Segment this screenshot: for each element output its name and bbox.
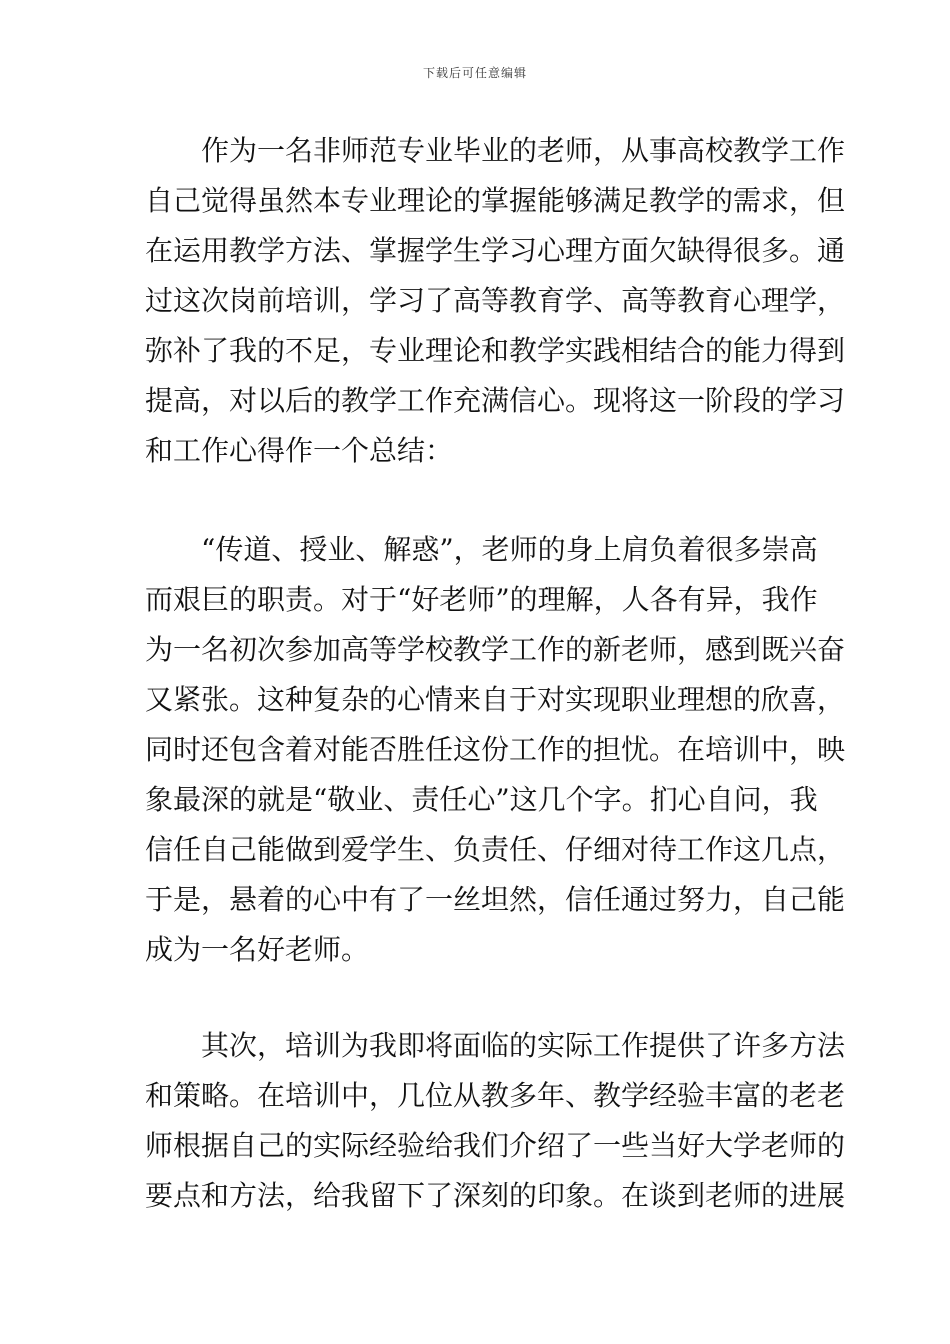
paragraph-line: 过这次岗前培训，学习了高等教育学、高等教育心理学，	[145, 284, 846, 317]
paragraph-1	[145, 126, 846, 476]
header-note: 下载后可任意编辑	[422, 66, 527, 80]
paragraph-line: 作为一名非师范专业毕业的老师，从事高校教学工作	[201, 134, 846, 167]
paragraph-line: 师根据自己的实际经验给我们介绍了一些当好大学老师的	[145, 1129, 846, 1162]
paragraph-line: 和策略。在培训中，几位从教多年、教学经验丰富的老老	[145, 1079, 846, 1112]
paragraph-line: 自己觉得虽然本专业理论的掌握能够满足教学的需求，但	[145, 184, 846, 217]
paragraph-line: 于是，悬着的心中有了一丝坦然，信任通过努力，自己能	[145, 883, 846, 916]
paragraph-line: 弥补了我的不足，专业理论和教学实践相结合的能力得到	[145, 334, 846, 367]
paragraph-3	[145, 1021, 846, 1221]
paragraph-line: 同时还包含着对能否胜任这份工作的担忧。在培训中，映	[145, 733, 846, 766]
paragraph-line: 提高，对以后的教学工作充满信心。现将这一阶段的学习	[145, 384, 846, 417]
paragraph-2	[145, 525, 846, 975]
paragraph-line: 成为一名好老师。	[145, 933, 370, 966]
paragraph-line: 其次，培训为我即将面临的实际工作提供了许多方法	[201, 1029, 846, 1062]
paragraph-line: 为一名初次参加高等学校教学工作的新老师，感到既兴奋	[145, 633, 846, 666]
paragraph-line: 在运用教学方法、掌握学生学习心理方面欠缺得很多。通	[145, 234, 846, 267]
paragraph-line: 而艰巨的职责。对于“好老师”的理解，人各有异，我作	[145, 583, 818, 616]
paragraph-line: 象最深的就是“敬业、责任心”这几个字。扪心自问，我	[145, 783, 818, 816]
paragraph-line: 要点和方法，给我留下了深刻的印象。在谈到老师的进展	[145, 1179, 846, 1212]
paragraph-line: “传道、授业、解惑”，老师的身上肩负着很多崇高	[201, 533, 818, 566]
paragraph-line: 和工作心得作一个总结：	[145, 434, 454, 467]
paragraph-line: 又紧张。这种复杂的心情来自于对实现职业理想的欣喜，	[145, 683, 846, 716]
paragraph-line: 信任自己能做到爱学生、负责任、仔细对待工作这几点，	[145, 833, 846, 866]
